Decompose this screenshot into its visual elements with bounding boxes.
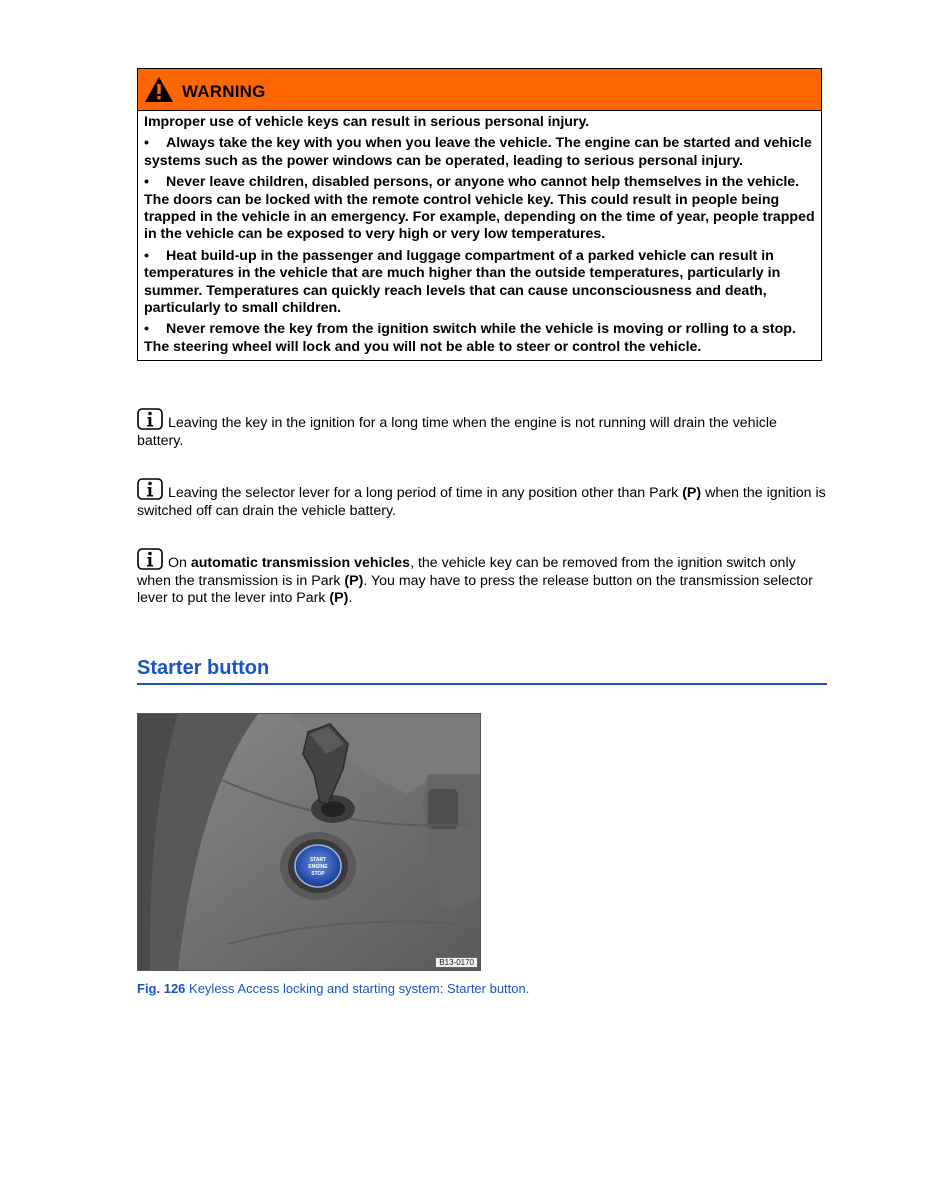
note-key-removal — [137, 548, 827, 608]
start-button-label: STOP — [311, 871, 325, 877]
section-divider — [137, 683, 827, 685]
bullet: • — [144, 174, 149, 191]
note-bold: automatic transmission vehicles — [190, 555, 411, 571]
info-icon — [137, 408, 163, 430]
bullet: • — [144, 135, 149, 152]
start-button-label: ENGINE — [308, 864, 328, 870]
info-icon — [137, 548, 163, 570]
warning-item — [144, 248, 815, 318]
note-text: Leaving the selector lever for a long period of time in any position other than Park — [168, 485, 683, 501]
note-bold: (P) — [344, 572, 364, 589]
warning-item — [144, 135, 815, 170]
warning-item-text: Never leave children, disabled persons, or anyone who cannot help themselves in the vehicle. The doors can be locked with the remote control vehicle key. This could result in people being trapped in the vehicle in an emergency. For example, depending on the time of year, people trapped in the vehicle can be exposed to very high or very low temperatures. — [144, 174, 815, 243]
figure-starter-button — [137, 713, 481, 971]
warning-item — [144, 321, 815, 356]
warning-title: WARNING — [182, 81, 266, 101]
note-battery-drain-key — [137, 408, 827, 450]
info-icon — [137, 478, 163, 500]
note-text: , the vehicle key can be removed from the ignition switch only when the transmission is in Park — [137, 555, 796, 589]
note-bold: (P) — [682, 485, 702, 501]
start-button-label: START — [309, 857, 327, 863]
warning-header — [138, 69, 821, 111]
warning-body — [138, 111, 821, 360]
warning-item-text: Never remove the key from the ignition switch while the vehicle is moving or rolling to a stop. The steering wheel will lock and you will not be able to steer or control the vehicle. — [144, 321, 796, 355]
note-battery-drain-selector — [137, 478, 827, 520]
warning-item-text: Always take the key with you when you leave the vehicle. The engine can be started and vehicle systems such as the power windows can be operated, leading to serious personal injury. — [144, 135, 812, 169]
note-text: On — [168, 555, 191, 571]
warning-box — [137, 68, 822, 361]
warning-item — [144, 174, 815, 244]
bullet: • — [144, 321, 149, 338]
caption-label: Fig. 126 — [137, 981, 186, 996]
note-text: Leaving the key in the ignition for a long time when the engine is not running will drain the vehicle battery. — [137, 415, 777, 449]
figure-code: B13-0170 — [435, 957, 478, 968]
warning-item-text: Heat build-up in the passenger and luggage compartment of a parked vehicle can result in temperatures in the vehicle that are much higher than the outside temperatures, particularly in summer. Temperatures can quickly reach levels that can cause unconsciousness and death, particularly to small children. — [144, 247, 781, 317]
section-title: Starter button — [137, 657, 270, 679]
note-text: . — [348, 590, 353, 607]
note-text: . You may have to press the release button on the transmission selector lever to put the lever into Park — [137, 572, 813, 607]
warning-triangle-icon — [144, 76, 174, 103]
figure-caption — [137, 981, 529, 996]
caption-text: Keyless Access locking and starting system: Starter button. — [185, 981, 530, 996]
figure-illustration — [138, 714, 480, 970]
note-text: when the ignition is switched off can drain the vehicle battery. — [137, 485, 826, 519]
warning-intro: Improper use of vehicle keys can result in serious personal injury. — [144, 114, 590, 130]
note-bold: (P) — [329, 590, 349, 607]
bullet: • — [144, 247, 149, 264]
